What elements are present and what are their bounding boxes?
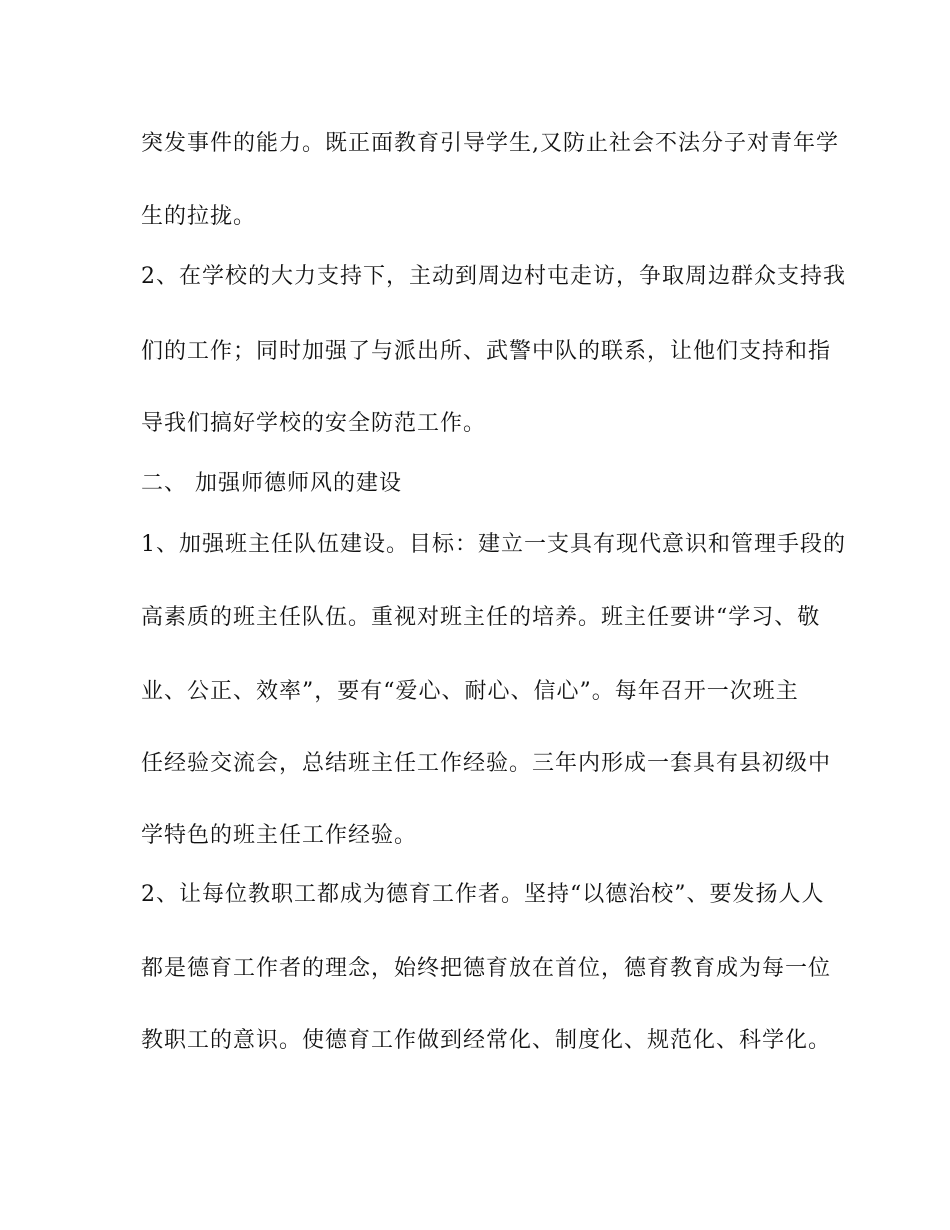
text-line: 突发事件的能力。既正面教育引导学生,又防止社会不法分子对青年学 <box>141 131 839 156</box>
text-line: 们的工作；同时加强了与派出所、武警中队的联系，让他们支持和指 <box>141 339 832 364</box>
text-line: 任经验交流会，总结班主任工作经验。三年内形成一套具有县初级中 <box>141 751 832 776</box>
text-line: 业、公正、效率”，要有“爱心、耐心、信心”。每年召开一次班主 <box>141 679 799 704</box>
text-line: 1、加强班主任队伍建设。目标：建立一支具有现代意识和管理手段的 <box>141 532 846 557</box>
text-line: 学特色的班主任工作经验。 <box>141 823 418 848</box>
text-line: 生的拉拢。 <box>141 204 257 229</box>
text-line: 2、在学校的大力支持下，主动到周边村屯走访，争取周边群众支持我 <box>141 264 846 289</box>
section-heading: 二、 加强师德师风的建设 <box>141 471 402 496</box>
text-line: 教职工的意识。使德育工作做到经常化、制度化、规范化、科学化。 <box>141 1028 832 1053</box>
text-line: 高素质的班主任队伍。重视对班主任的培养。班主任要讲“学习、敬 <box>141 605 821 630</box>
text-line: 导我们搞好学校的安全防范工作。 <box>141 411 487 436</box>
text-line: 都是德育工作者的理念，始终把德育放在首位，德育教育成为每一位 <box>141 956 832 981</box>
text-line: 2、让每位教职工都成为德育工作者。坚持“以德治校”、要发扬人人 <box>141 882 825 907</box>
